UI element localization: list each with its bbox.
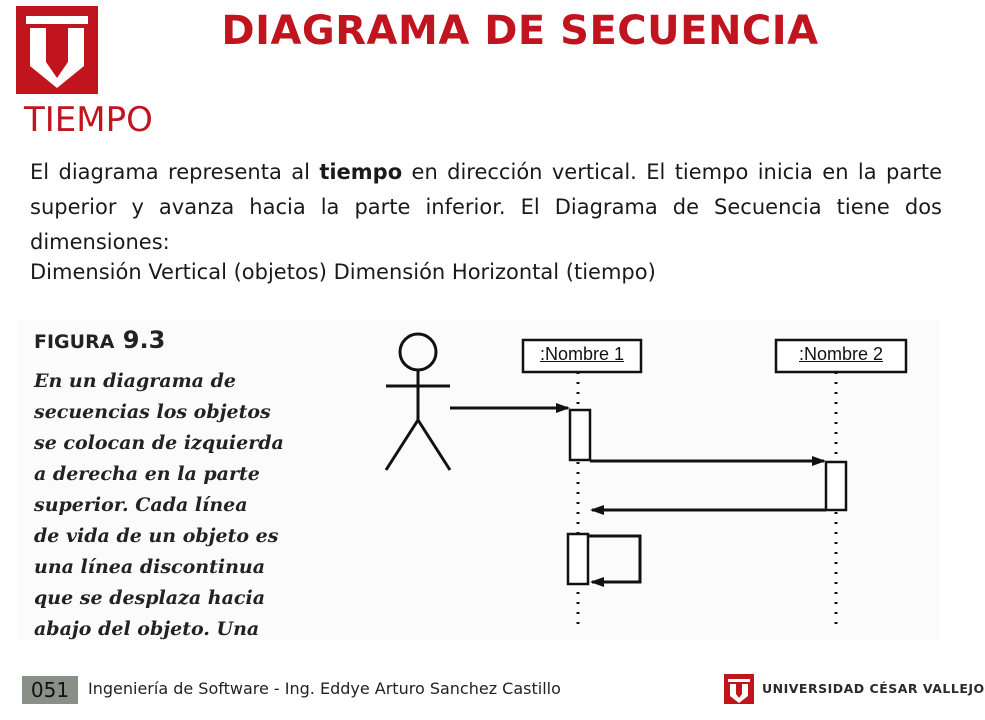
self-message-arrow (588, 536, 640, 582)
object-label-nombre-2: :Nombre 2 (798, 344, 884, 364)
slide-number-badge: 051 (22, 676, 78, 704)
paragraph-text-end: en dirección vertical. El tiempo inicia en la parte superior y avanza hacia la parte inferior. El Diagrama de Secuencia tiene dos dimensiones: (30, 160, 942, 254)
dimensions-line: Dimensión Vertical (objetos) Dimensión Horizontal (tiempo) (30, 260, 656, 284)
caption-line: secuencias los objetos (34, 401, 271, 423)
activation-box (826, 462, 846, 510)
sequence-diagram-drawing (18, 320, 940, 640)
university-name: UNIVERSIDAD CÉSAR VALLEJO (762, 681, 985, 696)
caption-line: se colocan de izquierda (34, 432, 284, 454)
paragraph-text-start: El diagrama representa al (30, 160, 320, 184)
paragraph-emphasis: tiempo (319, 160, 403, 184)
actor-stick-figure-icon (386, 334, 450, 470)
footer-course-text: Ingeniería de Software - Ing. Eddye Arturo Sanchez Castillo (88, 679, 561, 698)
caption-line: a derecha en la parte (34, 463, 260, 485)
caption-line: de vida de un objeto es (34, 525, 279, 547)
caption-line: En un diagrama de (34, 370, 236, 392)
activation-box (568, 534, 588, 584)
description-paragraph (30, 155, 942, 260)
page-title: DIAGRAMA DE SECUENCIA (221, 8, 819, 54)
figure-caption-number: 9.3 (122, 326, 166, 354)
caption-line: que se desplaza hacia (34, 587, 266, 609)
section-subtitle: TIEMPO (24, 100, 153, 140)
university-logo-icon (16, 6, 98, 94)
caption-line: superior. Cada línea (34, 494, 248, 516)
caption-line: una línea discontinua (34, 556, 266, 578)
activation-box (570, 410, 590, 460)
figure-caption-word: FIGURA (34, 331, 115, 353)
object-label-nombre-1: :Nombre 1 (539, 344, 625, 364)
sequence-diagram-figure (18, 320, 940, 640)
caption-line: abajo del objeto. Una (34, 618, 260, 640)
